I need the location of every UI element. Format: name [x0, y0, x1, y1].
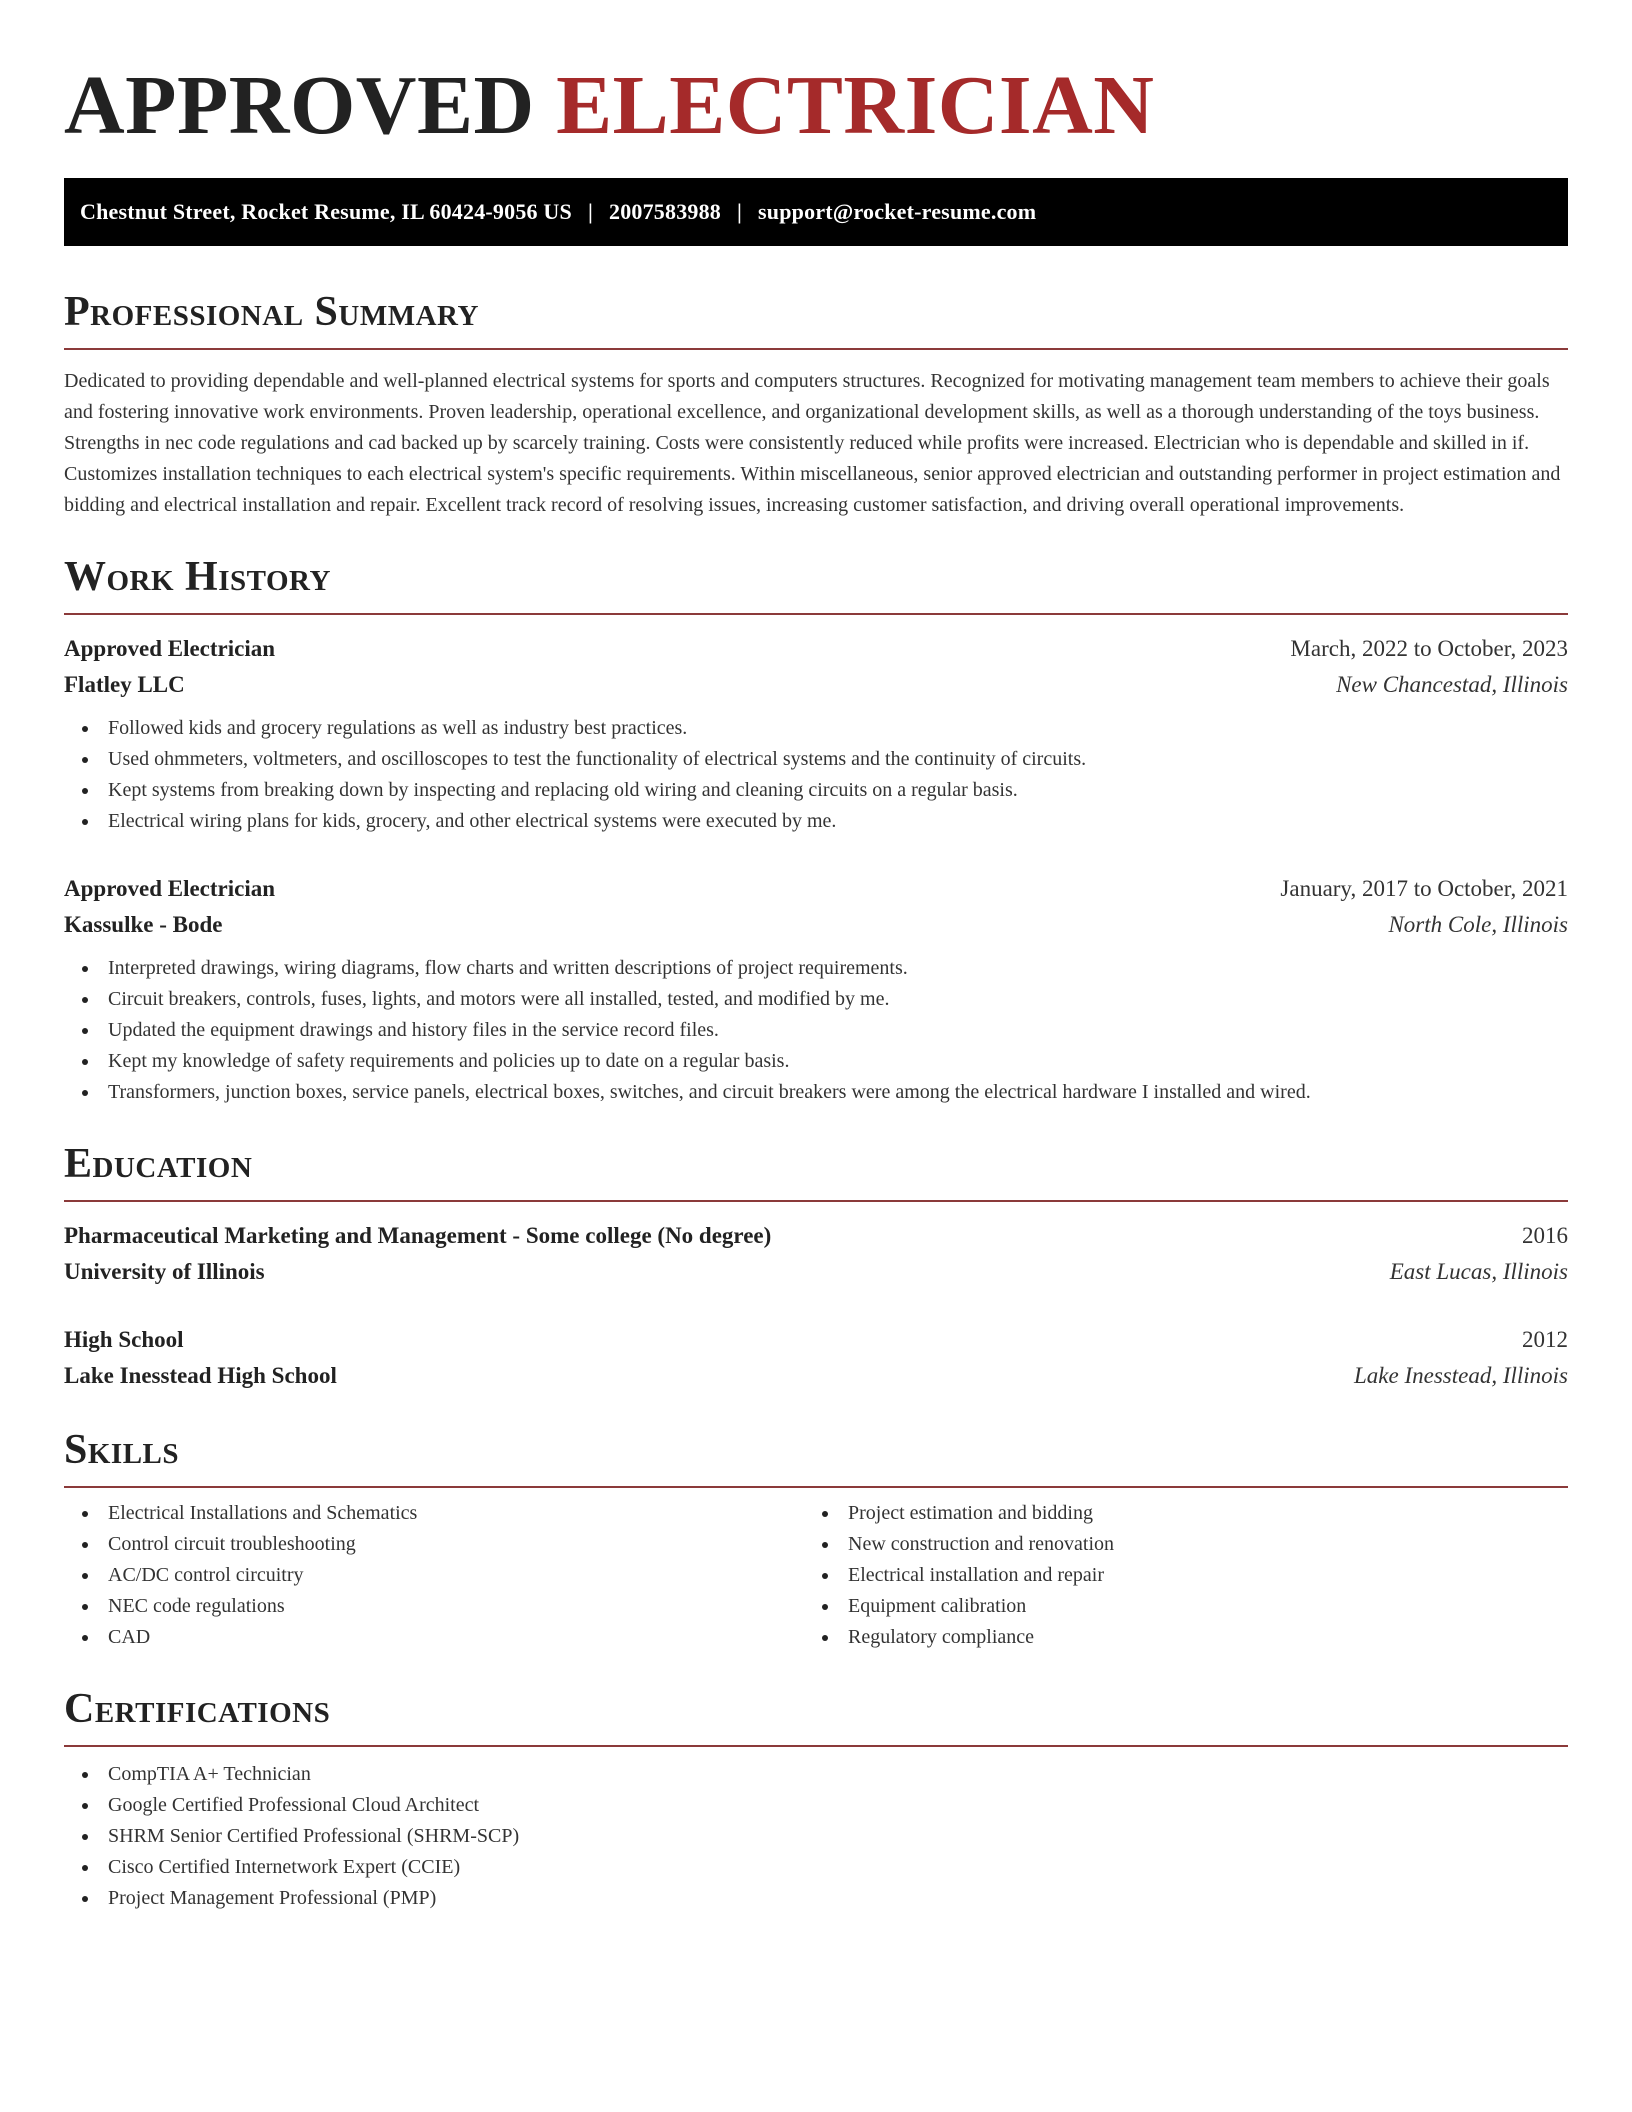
skills-list-right: [804, 1498, 1544, 1653]
resume-page: [64, 0, 1568, 1914]
section-title-skills: Skills: [64, 1427, 180, 1473]
section-divider: [64, 613, 1568, 615]
education-entry: [64, 1218, 1568, 1290]
certification-item: Project Management Professional (PMP): [64, 1883, 1568, 1914]
job-entry: [64, 631, 1568, 837]
certifications-list: [64, 1759, 1568, 1914]
skill-item: Electrical installation and repair: [804, 1560, 1544, 1591]
section-divider: [64, 1486, 1568, 1488]
certifications-section: [64, 1683, 1568, 1914]
certification-item: SHRM Senior Certified Professional (SHRM-SCP): [64, 1821, 1568, 1852]
section-divider: [64, 348, 1568, 350]
job-location: New Chancestad, Illinois: [1336, 672, 1568, 697]
education-year: 2012: [1522, 1327, 1568, 1352]
contact-phone: 2007583988: [609, 199, 721, 224]
job-dates: January, 2017 to October, 2021: [1280, 876, 1568, 901]
section-divider: [64, 1745, 1568, 1747]
skill-item: Electrical Installations and Schematics: [64, 1498, 804, 1529]
job-dates: March, 2022 to October, 2023: [1290, 636, 1568, 661]
skill-item: Regulatory compliance: [804, 1622, 1544, 1653]
job-company: Flatley LLC: [64, 672, 185, 697]
job-bullets: [64, 953, 1568, 1108]
job-bullet: Circuit breakers, controls, fuses, lights, and motors were all installed, tested, and modified by me.: [64, 984, 1568, 1015]
skill-item: Project estimation and bidding: [804, 1498, 1544, 1529]
section-divider: [64, 1200, 1568, 1202]
education-degree: Pharmaceutical Marketing and Management - Some college (No degree): [64, 1223, 772, 1248]
skill-item: Equipment calibration: [804, 1591, 1544, 1622]
section-title-summary: Professional Summary: [64, 289, 479, 335]
education-location: Lake Inesstead, Illinois: [1354, 1363, 1568, 1388]
contact-address: Chestnut Street, Rocket Resume, IL 60424-9056 US: [80, 199, 572, 224]
job-bullets: [64, 713, 1568, 837]
education-degree-row: [64, 1322, 1568, 1358]
section-title-education: Education: [64, 1141, 253, 1187]
job-bullet: Interpreted drawings, wiring diagrams, flow charts and written descriptions of project requirements.: [64, 953, 1568, 984]
job-company-row: [64, 667, 1568, 703]
section-title-certifications: Certifications: [64, 1686, 331, 1732]
certification-item: Google Certified Professional Cloud Architect: [64, 1790, 1568, 1821]
education-school-row: [64, 1254, 1568, 1290]
skill-item: NEC code regulations: [64, 1591, 804, 1622]
job-title: Approved Electrician: [64, 636, 276, 661]
skill-item: New construction and renovation: [804, 1529, 1544, 1560]
job-header-row: [64, 631, 1568, 667]
section-title-work: Work History: [64, 554, 331, 600]
job-entry: [64, 871, 1568, 1108]
job-company-row: [64, 907, 1568, 943]
education-year: 2016: [1522, 1223, 1568, 1248]
job-bullet: Updated the equipment drawings and history files in the service record files.: [64, 1015, 1568, 1046]
education-section: [64, 1138, 1568, 1394]
job-bullet: Followed kids and grocery regulations as well as industry best practices.: [64, 713, 1568, 744]
name-first: APPROVED: [64, 59, 535, 152]
education-degree: High School: [64, 1327, 184, 1352]
contact-separator: |: [587, 199, 593, 224]
job-location: North Cole, Illinois: [1388, 912, 1568, 937]
job-title: Approved Electrician: [64, 876, 276, 901]
education-entry: [64, 1322, 1568, 1394]
job-company: Kassulke - Bode: [64, 912, 223, 937]
contact-email: support@rocket-resume.com: [758, 199, 1037, 224]
skills-list-left: [64, 1498, 804, 1653]
job-header-row: [64, 871, 1568, 907]
name-second: ELECTRICIAN: [556, 59, 1155, 152]
skill-item: AC/DC control circuitry: [64, 1560, 804, 1591]
education-school-row: [64, 1358, 1568, 1394]
job-bullet: Electrical wiring plans for kids, grocery, and other electrical systems were executed by me.: [64, 806, 1568, 837]
skill-item: Control circuit troubleshooting: [64, 1529, 804, 1560]
certification-item: CompTIA A+ Technician: [64, 1759, 1568, 1790]
education-school: University of Illinois: [64, 1259, 265, 1284]
job-bullet: Kept systems from breaking down by inspecting and replacing old wiring and cleaning circuits on a regular basis.: [64, 775, 1568, 806]
skills-section: [64, 1424, 1568, 1653]
education-location: East Lucas, Illinois: [1389, 1259, 1568, 1284]
resume-name: [64, 58, 1568, 154]
summary-section: [64, 286, 1568, 521]
contact-bar: [64, 178, 1568, 246]
job-bullet: Used ohmmeters, voltmeters, and oscilloscopes to test the functionality of electrical systems and the continuity of circuits.: [64, 744, 1568, 775]
certification-item: Cisco Certified Internetwork Expert (CCIE): [64, 1852, 1568, 1883]
education-degree-row: [64, 1218, 1568, 1254]
job-bullet: Transformers, junction boxes, service panels, electrical boxes, switches, and circuit breakers were among the electrical hardware I installed and wired.: [64, 1077, 1568, 1108]
contact-separator: |: [737, 199, 743, 224]
work-history-section: [64, 551, 1568, 1108]
skill-item: CAD: [64, 1622, 804, 1653]
job-bullet: Kept my knowledge of safety requirements and policies up to date on a regular basis.: [64, 1046, 1568, 1077]
skills-columns: [64, 1498, 1568, 1653]
summary-text: Dedicated to providing dependable and well-planned electrical systems for sports and computers structures. Recognized for motivating management team members to achieve their goals and fostering innovative work environments. Proven leadership, operational excellence, and organizational development skills, as well as a thorough understanding of the toys business. Strengths in nec code regulations and cad backed up by scarcely training. Costs were consistently reduced while profits were increased. Electrician who is dependable and skilled in if. Customizes installation techniques to each electrical system's specific requirements. Within miscellaneous, senior approved electrician and outstanding performer in project estimation and bidding and electrical installation and repair. Excellent track record of resolving issues, increasing customer satisfaction, and driving overall operational improvements.: [64, 370, 1561, 516]
education-school: Lake Inesstead High School: [64, 1363, 337, 1388]
